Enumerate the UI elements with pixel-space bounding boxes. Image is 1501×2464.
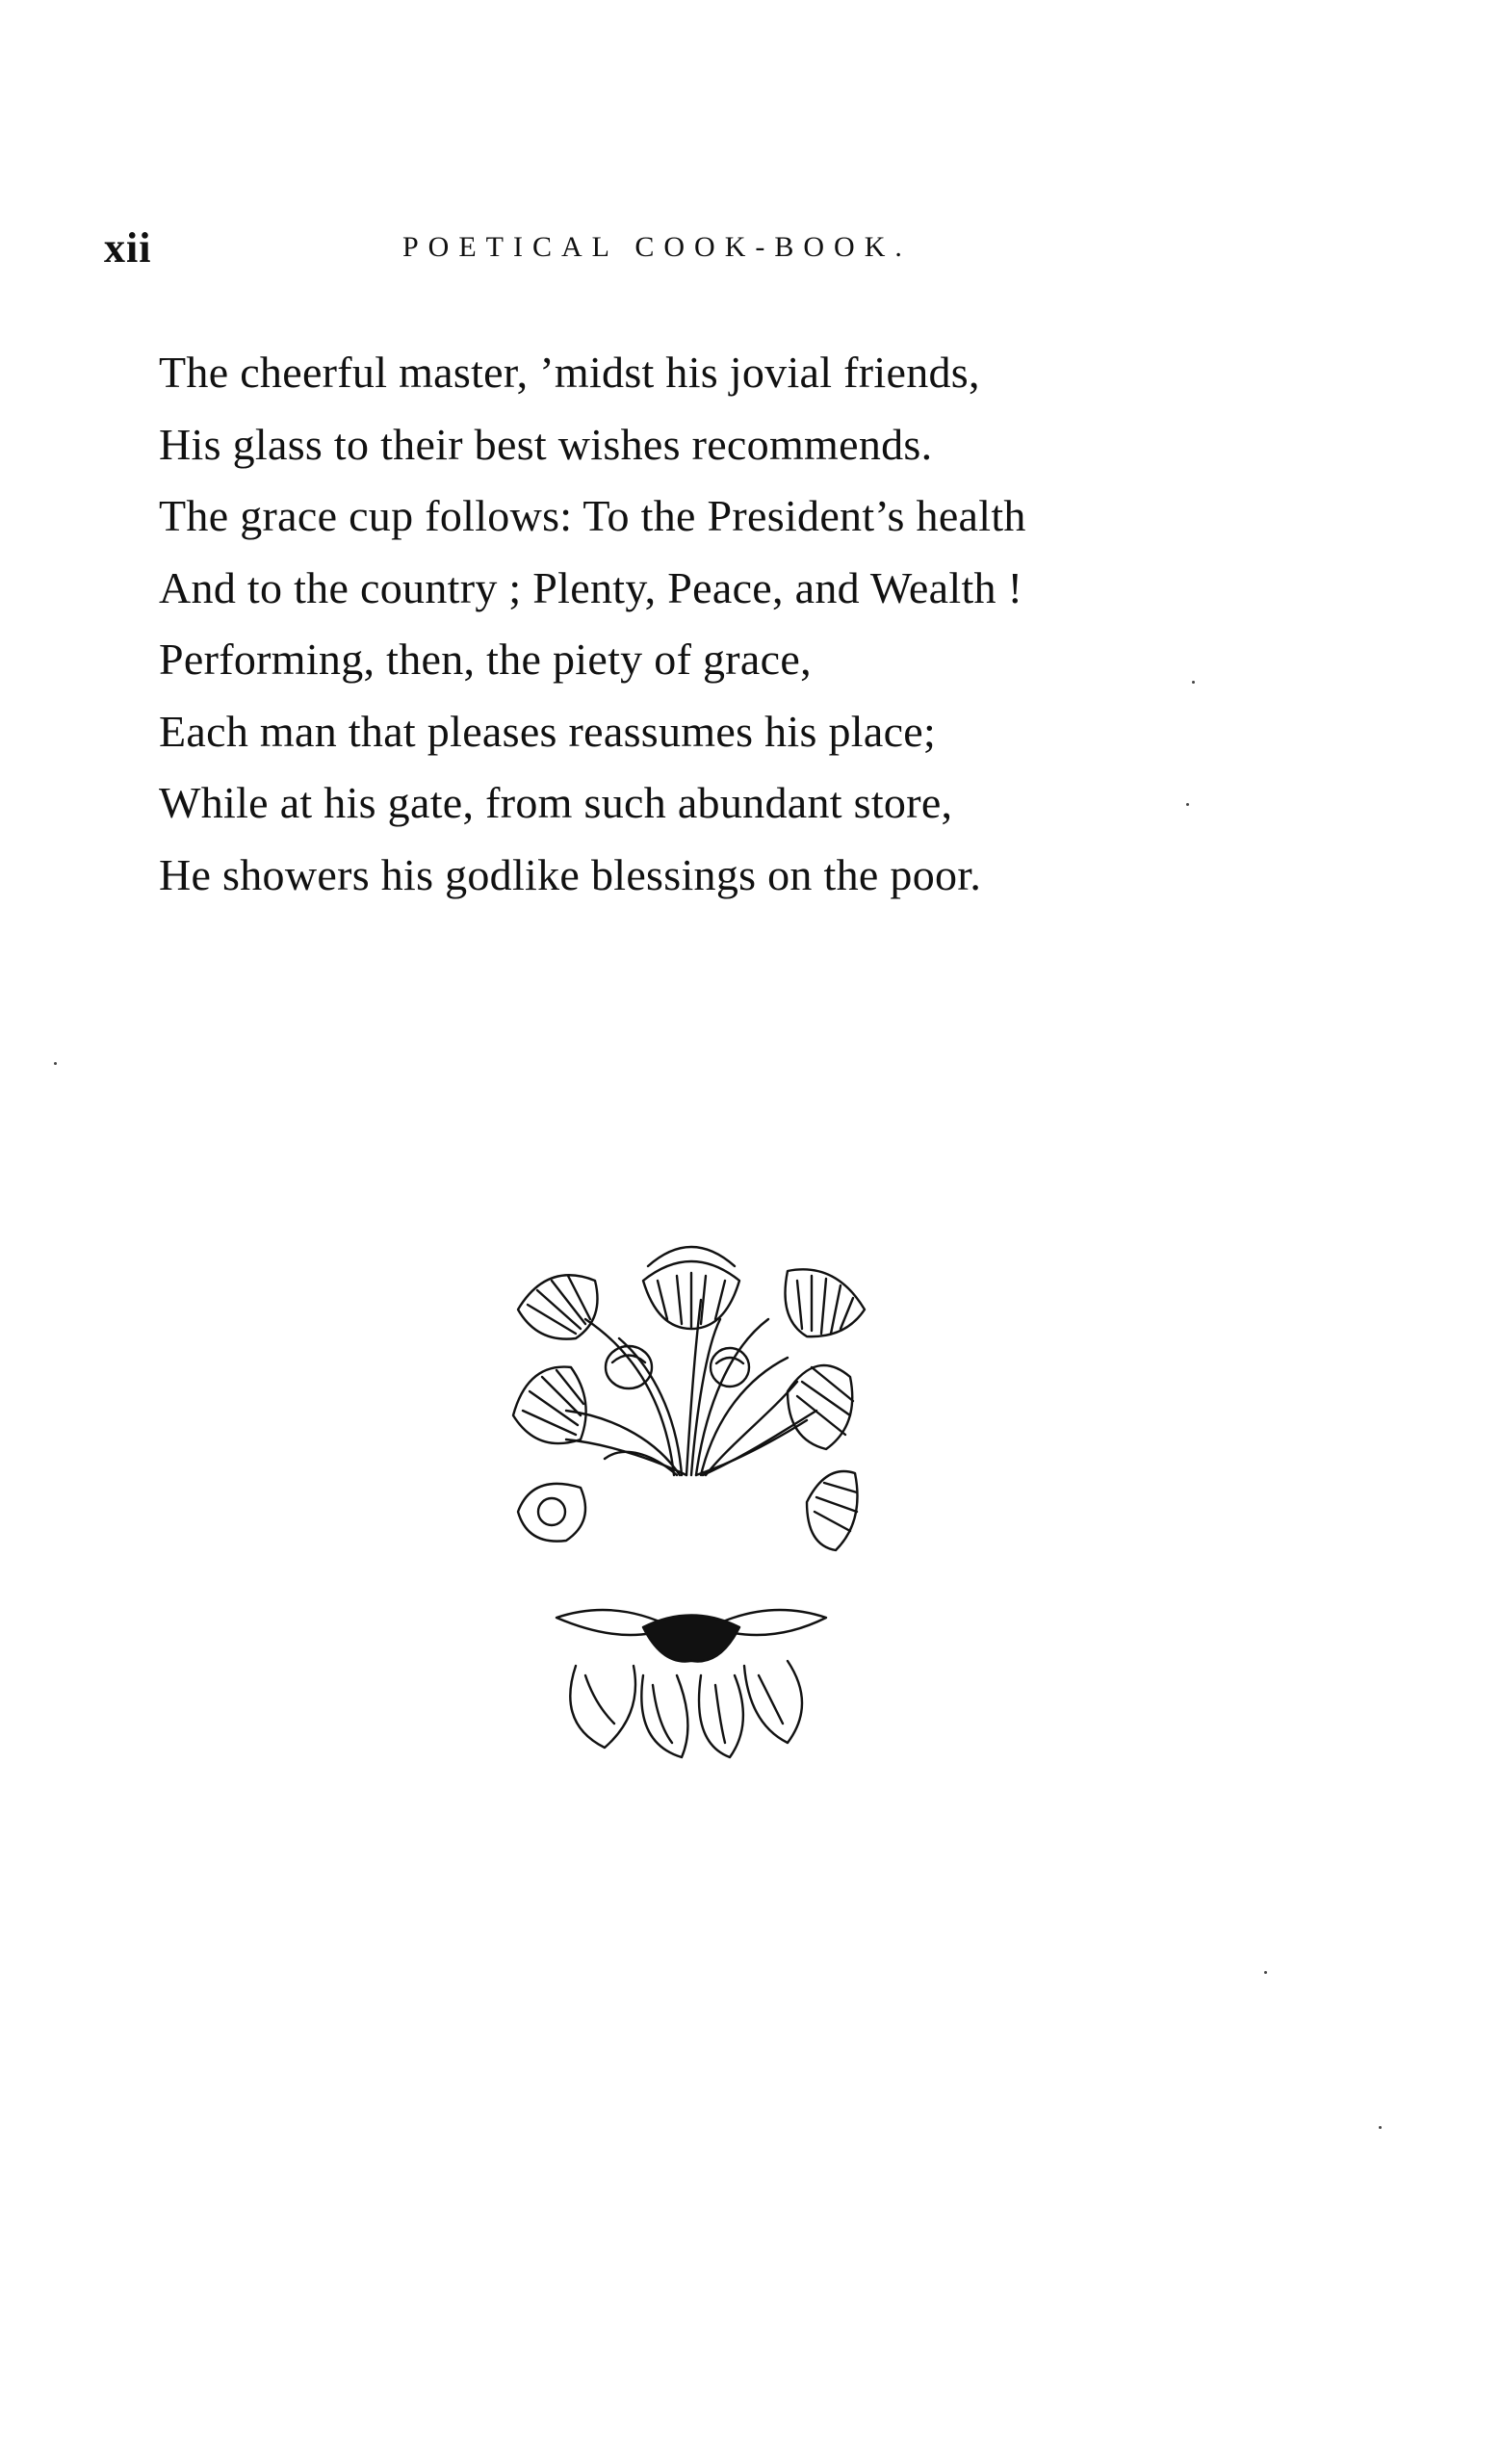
ink-speck bbox=[1379, 2126, 1382, 2129]
poem-line: His glass to their best wishes recommends. bbox=[159, 419, 933, 469]
poem-stanza bbox=[159, 337, 1314, 911]
poem-line: While at his gate, from such abundant store, bbox=[159, 778, 953, 827]
ink-speck bbox=[1192, 681, 1195, 684]
poem-line: Performing, then, the piety of grace, bbox=[159, 635, 812, 684]
poem-line: He showers his godlike blessings on the poor. bbox=[159, 849, 982, 899]
floral-tailpiece-icon bbox=[499, 1223, 884, 1772]
poem-line: The grace cup follows: To the President’s health bbox=[159, 491, 1026, 540]
ink-speck bbox=[1186, 803, 1189, 806]
ink-speck bbox=[1264, 1971, 1267, 1974]
poem-line: And to the country ; Plenty, Peace, and Wealth ! bbox=[159, 562, 1023, 612]
poem-line: Each man that pleases reassumes his place; bbox=[159, 706, 937, 756]
page-number: xii bbox=[104, 224, 152, 272]
poem-line: The cheerful master, ’midst his jovial friends, bbox=[159, 348, 980, 397]
running-title: POETICAL COOK-BOOK. bbox=[402, 231, 912, 263]
ink-speck bbox=[54, 1062, 57, 1065]
